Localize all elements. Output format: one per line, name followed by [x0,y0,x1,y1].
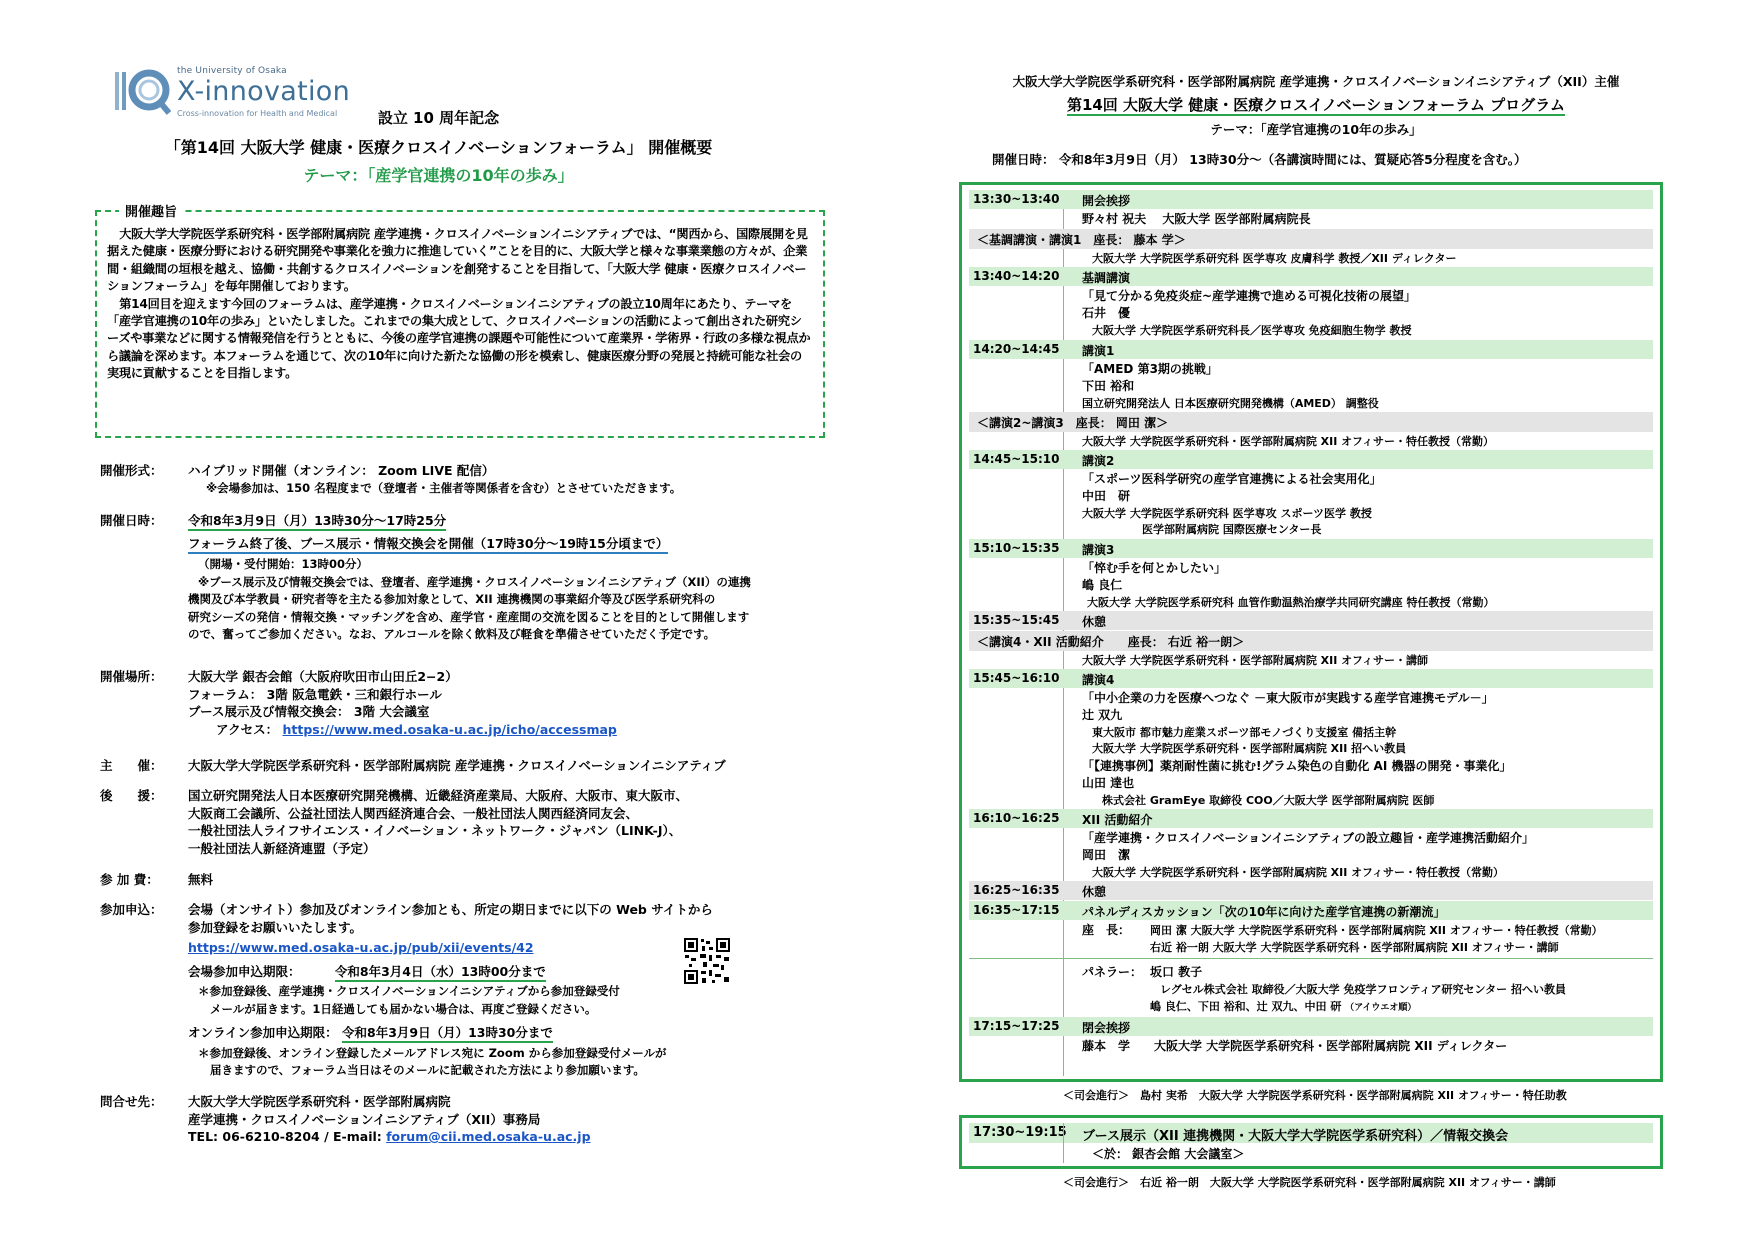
chair-row-1 [969,229,1653,249]
online-note-2: 届きますので、フォーラム当日はそのメールに記載された方法により参加願います。 [210,1063,645,1077]
contact-email-link[interactable]: forum@cii.med.osaka-u.ac.jp [386,1129,591,1144]
row-time: 16:10~16:25 [973,811,1060,825]
row-heading: 開会挨拶 [1082,194,1131,208]
panel-chair-2: 右近 裕一朗 大阪大学 大学院医学系研究科・医学部附属病院 XII オフィサー・講師 [1150,941,1559,954]
program-row-lecture1 [969,340,1653,359]
row-time: 14:20~14:45 [973,342,1060,356]
case-study-speaker: 山田 達也 [1082,776,1135,790]
lecture4-speaker: 辻 双九 [1082,708,1123,722]
chair-label: ＜講演2~講演3 座長： 岡田 潔＞ [977,416,1169,430]
online-deadline: 令和8年3月9日（月）13時30分まで [342,1025,553,1043]
row-time: 14:45~15:10 [973,452,1060,466]
theme-title: テーマ：「産学官連携の10年の歩み」 [303,166,574,185]
host-value: 大阪大学大学院医学系研究科・医学部附属病院 産学連携・クロスイノベーションイニシアティブ [188,758,726,773]
program-title: 第14回 大阪大学 健康・医療クロスイノベーションフォーラム プログラム [1066,96,1566,114]
host-key: 主 催： [100,758,163,773]
row-heading: 講演2 [1082,454,1115,468]
case-study-title: 「【連携事例】薬剤耐性菌に挑む!グラム染色の自動化 AI 機器の開発・事業化」 [1082,759,1512,773]
logo-brand: X-innovation [177,76,350,107]
contact-key: 問合せ先： [100,1094,163,1109]
onsite-deadline-label: 会場参加申込期限： [188,963,301,979]
datetime-value: 令和8年3月9日（月）13時30分～17時25分 [188,513,446,531]
panel-member-label: パネラー： [1082,965,1143,979]
lecture2-title: 「スポーツ医科学研究の産学官連携による社会実用化」 [1082,472,1382,486]
row-time: 16:35~17:15 [973,903,1060,917]
logo-university: the University of Osaka [177,66,287,76]
format-note: ※会場参加は、150 名程度まで（登壇者・主催者等関係者を含む）とさせていただきます。 [206,480,682,495]
onsite-note-2: メールが届きます。1日経過しても届かない場合は、再度ご登録ください。 [210,1001,597,1016]
purpose-text [107,226,813,383]
purpose-paragraph-1: 大阪大学大学院医学系研究科・医学部附属病院 産学連携・クロスイノベーションイニシアティブでは、“関西から、国際展開を見据えた健康・医療分野における研究開発や事業化を強力に推進していく”ことを目的に、大阪大学と様々な事業業態の方々が、企業間・組織間の垣根を越え、協働・共創するクロスイノベーションを創発することを目指して、「大阪大学 健康・医療クロスイノベーションフォーラム」を毎年開催しております。 [107,227,808,294]
panel-chair-label: 座 長： [1082,923,1131,937]
access-label: アクセス： [216,721,279,737]
panel-member-1: 坂口 教子 [1150,965,1203,979]
lecture2-speaker: 中田 研 [1082,489,1131,503]
purpose-paragraph-2: 第14回目を迎えます今回のフォーラムは、産学連携・クロスイノベーションイニシアティブの設立10周年にあたり、テーマを「産学官連携の10年の歩み」といたしました。これまでの集大成として、クロスイノベーションの活動によって創出された研究シーズや事業などに関する情報発信を行うとともに、今後の産学官連携の課題や可能性について産業界・学術界・行政の多様な視点から議論を深めます。本フォーラムを通じて、次の10年に向けた新たな協働の形を模索し、健康医療分野の発展と持続可能な社会の実現に貢献することを目指します。 [107,296,811,381]
row-heading: 講演1 [1082,344,1115,358]
panel-member-1-affiliation: レグセル株式会社 取締役／大阪大学 免疫学フロンティア研究センター 招へい教員 [1160,983,1566,996]
support-line-2: 大阪商工会議所、公益社団法人関西経済連合会、一般社団法人関西経済同友会、 [188,805,639,821]
support-key: 後 援： [100,788,163,803]
venue-value: 大阪大学 銀杏会館（大阪府吹田市山田丘2−2） [188,669,458,684]
row-time: 15:35~15:45 [973,613,1060,627]
logo-tagline: Cross-innovation for Health and Medical [177,109,338,118]
lecture2-affiliation-1: 大阪大学 大学院医学系研究科 医学専攻 スポーツ医学 教授 [1082,507,1372,520]
lecture4-title: 「中小企業の力を医療へつなぐ －東大阪市が実践する産学官連携モデル－」 [1082,691,1494,705]
datetime-key: 開催日時： [100,513,163,528]
apply-link[interactable]: https://www.med.osaka-u.ac.jp/pub/xii/events/42 [188,940,534,955]
booth-place: ＜於： 銀杏会館 大会議室＞ [1092,1147,1245,1161]
overview-title: 「第14回 大阪大学 健康・医療クロスイノベーションフォーラム」 開催概要 [164,138,713,157]
purpose-label: 開催趣旨 [119,201,183,220]
program-table [959,182,1663,1082]
xii-intro-speaker: 岡田 潔 [1082,848,1131,862]
lecture3-affiliation: 大阪大学 大学院医学系研究科 血管作動温熱治療学共同研究講座 特任教授（常勤） [1087,596,1495,609]
xii-intro-title: 「産学連携・クロスイノベーションイニシアティブの設立趣旨・産学連携活動紹介」 [1082,831,1535,845]
fee-value: 無料 [188,872,214,887]
program-datetime: 開催日時： 令和8年3月9日（月） 13時30分～（各講演時間には、質疑応答5分程度を含む。） [992,152,1527,167]
support-line-1: 国立研究開発法人日本医療研究開発機構、近畿経済産業局、大阪府、大阪市、東大阪市、 [188,788,689,803]
format-key: 開催形式： [100,463,163,478]
row-time: 15:45~16:10 [973,671,1060,685]
row-heading: 講演3 [1082,543,1115,557]
doors-open: （開場・受付開始：13時00分） [198,557,369,571]
fee-key: 参 加 費： [100,872,159,887]
lecture1-speaker: 下田 裕和 [1082,379,1135,393]
row-heading: 閉会挨拶 [1082,1021,1131,1035]
contact-tel: TEL: 06-6210-8204 / E-mail: [188,1129,387,1144]
booth-divider [1063,1123,1064,1163]
onsite-deadline: 令和8年3月4日（水）13時00分まで [335,964,546,982]
program-page [877,0,1755,1240]
qr-code-icon[interactable] [683,937,731,985]
program-row-panel [969,901,1653,920]
apply-key: 参加申込： [100,902,163,917]
access-link[interactable]: https://www.med.osaka-u.ac.jp/icho/accessmap [282,721,617,737]
format-value: ハイブリッド開催（オンライン： Zoom LIVE 配信） [188,463,495,478]
chair-row-3 [969,631,1653,651]
mc-2: ＜司会進行＞ 右近 裕一朗 大阪大学 大学院医学系研究科・医学部附属病院 XII オフィサー・講師 [1063,1176,1556,1189]
lecture3-speaker: 嶋 良仁 [1082,578,1123,592]
lecture4-affiliation-1: 東大阪市 都市魅力産業スポーツ部モノづくり支援室 備括主幹 [1092,726,1397,739]
booth-note: フォーラム終了後、ブース展示・情報交換会を開催（17時30分～19時15分頃まで） [188,536,668,554]
keynote-speaker: 石井 優 [1082,306,1131,320]
program-theme: テーマ：「産学官連携の10年の歩み」 [1210,122,1422,137]
booth-detail-3: 研究シーズの発信・情報交換・マッチングを含め、産学官・産産間の交流を図ることを目的として開催します [188,609,750,624]
row-heading: パネルディスカッション「次の10年に向けた産学官連携の新潮流」 [1082,905,1446,919]
program-row-keynote [969,267,1653,286]
booth-table [959,1115,1663,1169]
panel-order-note: （アイウエオ順） [1345,1003,1417,1013]
row-time: 13:30~13:40 [973,192,1060,206]
row-time: 15:10~15:35 [973,541,1060,555]
program-row-lecture4 [969,669,1653,688]
apply-text-1: 会場（オンサイト）参加及びオンライン参加とも、所定の期日までに以下の Web サイトから [188,902,713,917]
support-line-4: 一般社団法人新経済連盟（予定） [188,840,376,856]
lecture3-title: 「悴む手を何とかしたい」 [1082,561,1227,575]
program-row-break1 [969,611,1653,630]
online-note-1: ＊参加登録後、オンライン登録したメールアドレス宛に Zoom から参加登録受付メールが [198,1045,667,1060]
keynote-title: 「見て分かる免疫炎症~産学連携で進める可視化技術の展望」 [1082,289,1417,303]
booth-detail-2: 機関及び本学教員・研究者等を主たる参加対象として、XII 連携機関の事業紹介等及び医学系研究科の [188,592,716,606]
program-row-closing [969,1017,1653,1036]
program-row-lecture3 [969,539,1653,558]
online-deadline-label: オンライン参加申込期限： [188,1025,338,1040]
onsite-note-1: ＊参加登録後、産学連携・クロスイノベーションイニシアティブから参加登録受付 [198,984,620,998]
venue-forum-room: フォーラム： 3階 阪急電鉄・三和銀行ホール [188,686,442,702]
venue-key: 開催場所： [100,669,163,684]
program-row-xii-intro [969,809,1653,828]
lecture1-title: 「AMED 第3期の挑戦」 [1082,362,1218,376]
row-time: 13:40~14:20 [973,269,1060,283]
support-line-3: 一般社団法人ライフサイエンス・イノベーション・ネットワーク・ジャパン（LINK-J）、 [188,823,682,838]
panel-member-others-wrap [1150,998,1416,1014]
row-heading: 講演4 [1082,673,1115,687]
venue-booth-room: ブース展示及び情報交換会： 3階 大会議室 [188,704,430,719]
row-heading: 休憩 [1082,615,1107,629]
program-row-break2 [969,881,1653,900]
panel-chair-1: 岡田 潔 大阪大学 大学院医学系研究科・医学部附属病院 XII オフィサー・特任教授（常勤） [1150,924,1603,937]
purpose-box [95,205,825,438]
chair-label: ＜講演4・XII 活動紹介 座長： 右近 裕一朗＞ [977,635,1245,649]
booth-detail-4: ので、奮ってご参加ください。なお、アルコールを除く飲料及び軽食を準備させていただく予定です。 [188,627,716,641]
chair-3-affiliation: 大阪大学 大学院医学系研究科・医学部附属病院 XII オフィサー・講師 [1082,654,1428,667]
chair-2-affiliation: 大阪大学 大学院医学系研究科・医学部附属病院 XII オフィサー・特任教授（常勤） [1082,435,1494,448]
booth-row [969,1123,1653,1143]
overview-page [0,0,877,1240]
row-heading: XII 活動紹介 [1082,813,1153,827]
closing-speaker: 藤本 学 大阪大学 大学院医学系研究科・医学部附属病院 XII ディレクター [1082,1039,1508,1053]
program-title-wrap [877,94,1755,115]
booth-heading: ブース展示（XII 連携機関・大阪大学大学院医学系研究科）／情報交換会 [1082,1129,1509,1144]
case-study-affiliation: 株式会社 GramEye 取締役 COO／大阪大学 医学部附属病院 医師 [1102,794,1435,807]
anniversary-title: 設立 10 周年記念 [377,109,500,127]
row-time: 17:15~17:25 [973,1019,1060,1033]
contact-office: 産学連携・クロスイノベーションイニシアティブ（XII）事務局 [188,1111,541,1127]
apply-text-2: 参加登録をお願いいたします。 [188,919,363,935]
mc-1: ＜司会進行＞ 島村 実希 大阪大学 大学院医学系研究科・医学部附属病院 XII オフィサー・特任助教 [1063,1089,1567,1102]
booth-time: 17:30~19:15 [973,1125,1067,1140]
booth-detail-1: ※ブース展示及び情報交換会では、登壇者、産学連携・クロスイノベーションイニシアティブ（XII）の連携 [198,574,751,589]
program-row-opening [969,190,1653,209]
lecture4-affiliation-2: 大阪大学 大学院医学系研究科・医学部附属病院 XII 招へい教員 [1092,742,1407,755]
chair-1-affiliation: 大阪大学 大学院医学系研究科 医学専攻 皮膚科学 教授／XII ディレクター [1092,252,1457,265]
contact-org: 大阪大学大学院医学系研究科・医学部附属病院 [188,1094,451,1109]
chair-row-2 [969,412,1653,432]
program-row-lecture2 [969,450,1653,469]
program-organizer: 大阪大学大学院医学系研究科・医学部附属病院 産学連携・クロスイノベーションイニシアティブ（XII）主催 [1012,74,1620,89]
chair-label: ＜基調講演・講演1 座長： 藤本 学＞ [977,233,1186,247]
row-heading: 休憩 [1082,885,1107,899]
lecture1-affiliation: 国立研究開発法人 日本医療研究開発機構（AMED） 調整役 [1082,397,1379,410]
keynote-affiliation: 大阪大学 大学院医学系研究科長／医学専攻 免疫細胞生物学 教授 [1092,324,1412,337]
row-time: 16:25~16:35 [973,883,1060,897]
row-heading: 基調講演 [1082,271,1131,285]
xii-intro-affiliation: 大阪大学 大学院医学系研究科・医学部附属病院 XII オフィサー・特任教授（常勤） [1092,866,1504,879]
lecture2-affiliation-2: 医学部附属病院 国際医療センター長 [1142,523,1322,536]
speaker-nonomura: 野々村 祝夫 大阪大学 医学部附属病院長 [1082,212,1311,226]
panel-member-others: 嶋 良仁、下田 裕和、辻 双九、中田 研 [1150,1000,1342,1013]
panel-divider [969,958,1653,959]
